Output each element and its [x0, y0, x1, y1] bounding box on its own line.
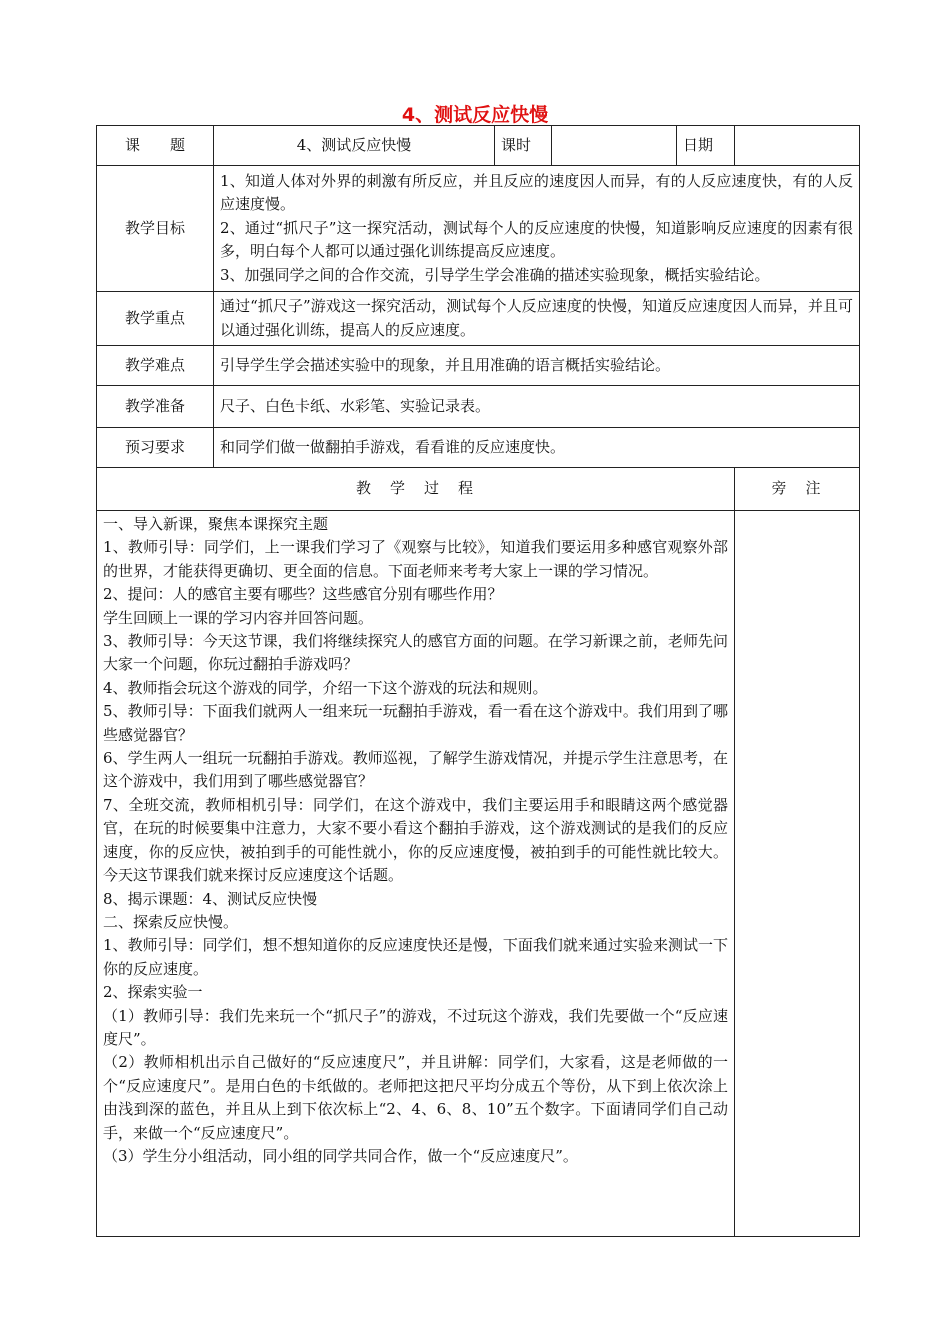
process-paragraph: （2）教师相机出示自己做好的“反应速度尺”，并且讲解：同学们，大家看，这是老师做的一个“反应速度尺”。是用白色的卡纸做的。老师把这把尺平均分成五个等份，从下到上依次涂上由浅到深的蓝色，并且从上到下依次标上“2、4、6、8、10”五个数字。下面请同学们自己动手，来做一个“反应速度尺”。 — [103, 1053, 728, 1142]
date-label: 日期 — [677, 126, 735, 166]
difficulties-text: 引导学生学会描述实验中的现象，并且用准确的语言概括实验结论。 — [214, 346, 860, 386]
preparation-label: 教学准备 — [97, 386, 214, 428]
goal-item: 2、通过“抓尺子”这一探究活动，测试每个人的反应速度的快慢，知道影响反应速度的因素有很多，明白每个人都可以通过强化训练提高反应速度。 — [220, 218, 853, 261]
topic-label: 课 题 — [97, 126, 214, 166]
topic-value: 4、测试反应快慢 — [214, 126, 495, 166]
process-paragraph: 1、教师引导：同学们，想不想知道你的反应速度快还是慢，下面我们就来通过实验来测试一下你的反应速度。 — [103, 936, 728, 978]
process-header: 教 学 过 程 — [97, 468, 735, 511]
process-paragraph: 1、教师引导：同学们，上一课我们学习了《观察与比较》，知道我们要运用多种感官观察外部的世界，才能获得更确切、更全面的信息。下面老师来考考大家上一课的学习情况。 — [103, 538, 728, 580]
process-paragraph: 2、探索实验一 — [103, 983, 203, 1002]
process-header-row — [97, 468, 860, 511]
process-paragraph: 3、教师引导：今天这节课，我们将继续探究人的感官方面的问题。在学习新课之前，老师先问大家一个问题，你玩过翻拍手游戏吗？ — [103, 632, 728, 674]
difficulties-row — [97, 346, 860, 386]
notes-column — [735, 511, 860, 1237]
notes-header: 旁 注 — [735, 468, 860, 511]
process-paragraph: 二、探索反应快慢。 — [103, 912, 239, 931]
process-content — [97, 511, 735, 1237]
lesson-plan-table — [96, 125, 860, 1237]
process-paragraph: 4、教师指会玩这个游戏的同学，介绍一下这个游戏的玩法和规则。 — [103, 678, 548, 697]
process-paragraph: 6、学生两人一组玩一玩翻拍手游戏。教师巡视，了解学生游戏情况，并提示学生注意思考，在这个游戏中，我们用到了哪些感觉器官？ — [103, 749, 728, 791]
preview-label: 预习要求 — [97, 428, 214, 468]
key-points-row — [97, 292, 860, 346]
goal-item: 3、加强同学之间的合作交流，引导学生学会准确的描述实验现象，概括实验结论。 — [220, 265, 770, 284]
process-paragraph: 学生回顾上一课的学习内容并回答问题。 — [103, 608, 374, 627]
preparation-text: 尺子、白色卡纸、水彩笔、实验记录表。 — [214, 386, 860, 428]
goals-row — [97, 166, 860, 292]
goals-content — [214, 166, 860, 292]
process-paragraph: 一、导入新课，聚焦本课探究主题 — [103, 515, 329, 533]
process-row — [97, 511, 860, 1237]
process-paragraph: （1）教师引导：我们先来玩一个“抓尺子”的游戏，不过玩这个游戏，我们先要做一个“反应速度尺”。 — [103, 1006, 728, 1048]
date-value — [735, 126, 860, 166]
process-paragraph: 7、全班交流，教师相机引导：同学们，在这个游戏中，我们主要运用手和眼睛这两个感觉器官，在玩的时候要集中注意力，大家不要小看这个翻拍手游戏，这个游戏测试的是我们的反应速度，你的反应快，被拍到手的可能性就小，你的反应速度慢，被拍到手的可能性就比较大。今天这节课我们就来探讨反应速度这个话题。 — [103, 795, 728, 885]
document-title: 4、测试反应快慢 — [401, 104, 549, 126]
hours-label: 课时 — [495, 126, 552, 166]
process-paragraph: 2、提问：人的感官主要有哪些？这些感官分别有哪些作用？ — [103, 585, 503, 604]
key-points-label: 教学重点 — [97, 292, 214, 346]
preview-text: 和同学们做一做翻拍手游戏，看看谁的反应速度快。 — [214, 428, 860, 468]
goal-item: 1、知道人体对外界的刺激有所反应，并且反应的速度因人而异，有的人反应速度快，有的人反应速度慢。 — [220, 171, 853, 214]
hours-value — [552, 126, 677, 166]
process-paragraph: 8、揭示课题：4、测试反应快慢 — [103, 889, 318, 908]
preparation-row — [97, 386, 860, 428]
difficulties-label: 教学难点 — [97, 346, 214, 386]
key-points-text: 通过“抓尺子”游戏这一探究活动，测试每个人反应速度的快慢，知道反应速度因人而异，并且可以通过强化训练，提高人的反应速度。 — [214, 292, 860, 346]
process-paragraph: （3）学生分小组活动，同小组的同学共同合作，做一个“反应速度尺”。 — [103, 1146, 578, 1165]
goals-label: 教学目标 — [97, 166, 214, 292]
header-row — [97, 126, 860, 166]
process-paragraph: 5、教师引导：下面我们就两人一组来玩一玩翻拍手游戏，看一看在这个游戏中。我们用到了哪些感觉器官？ — [103, 702, 728, 744]
preview-row — [97, 428, 860, 468]
